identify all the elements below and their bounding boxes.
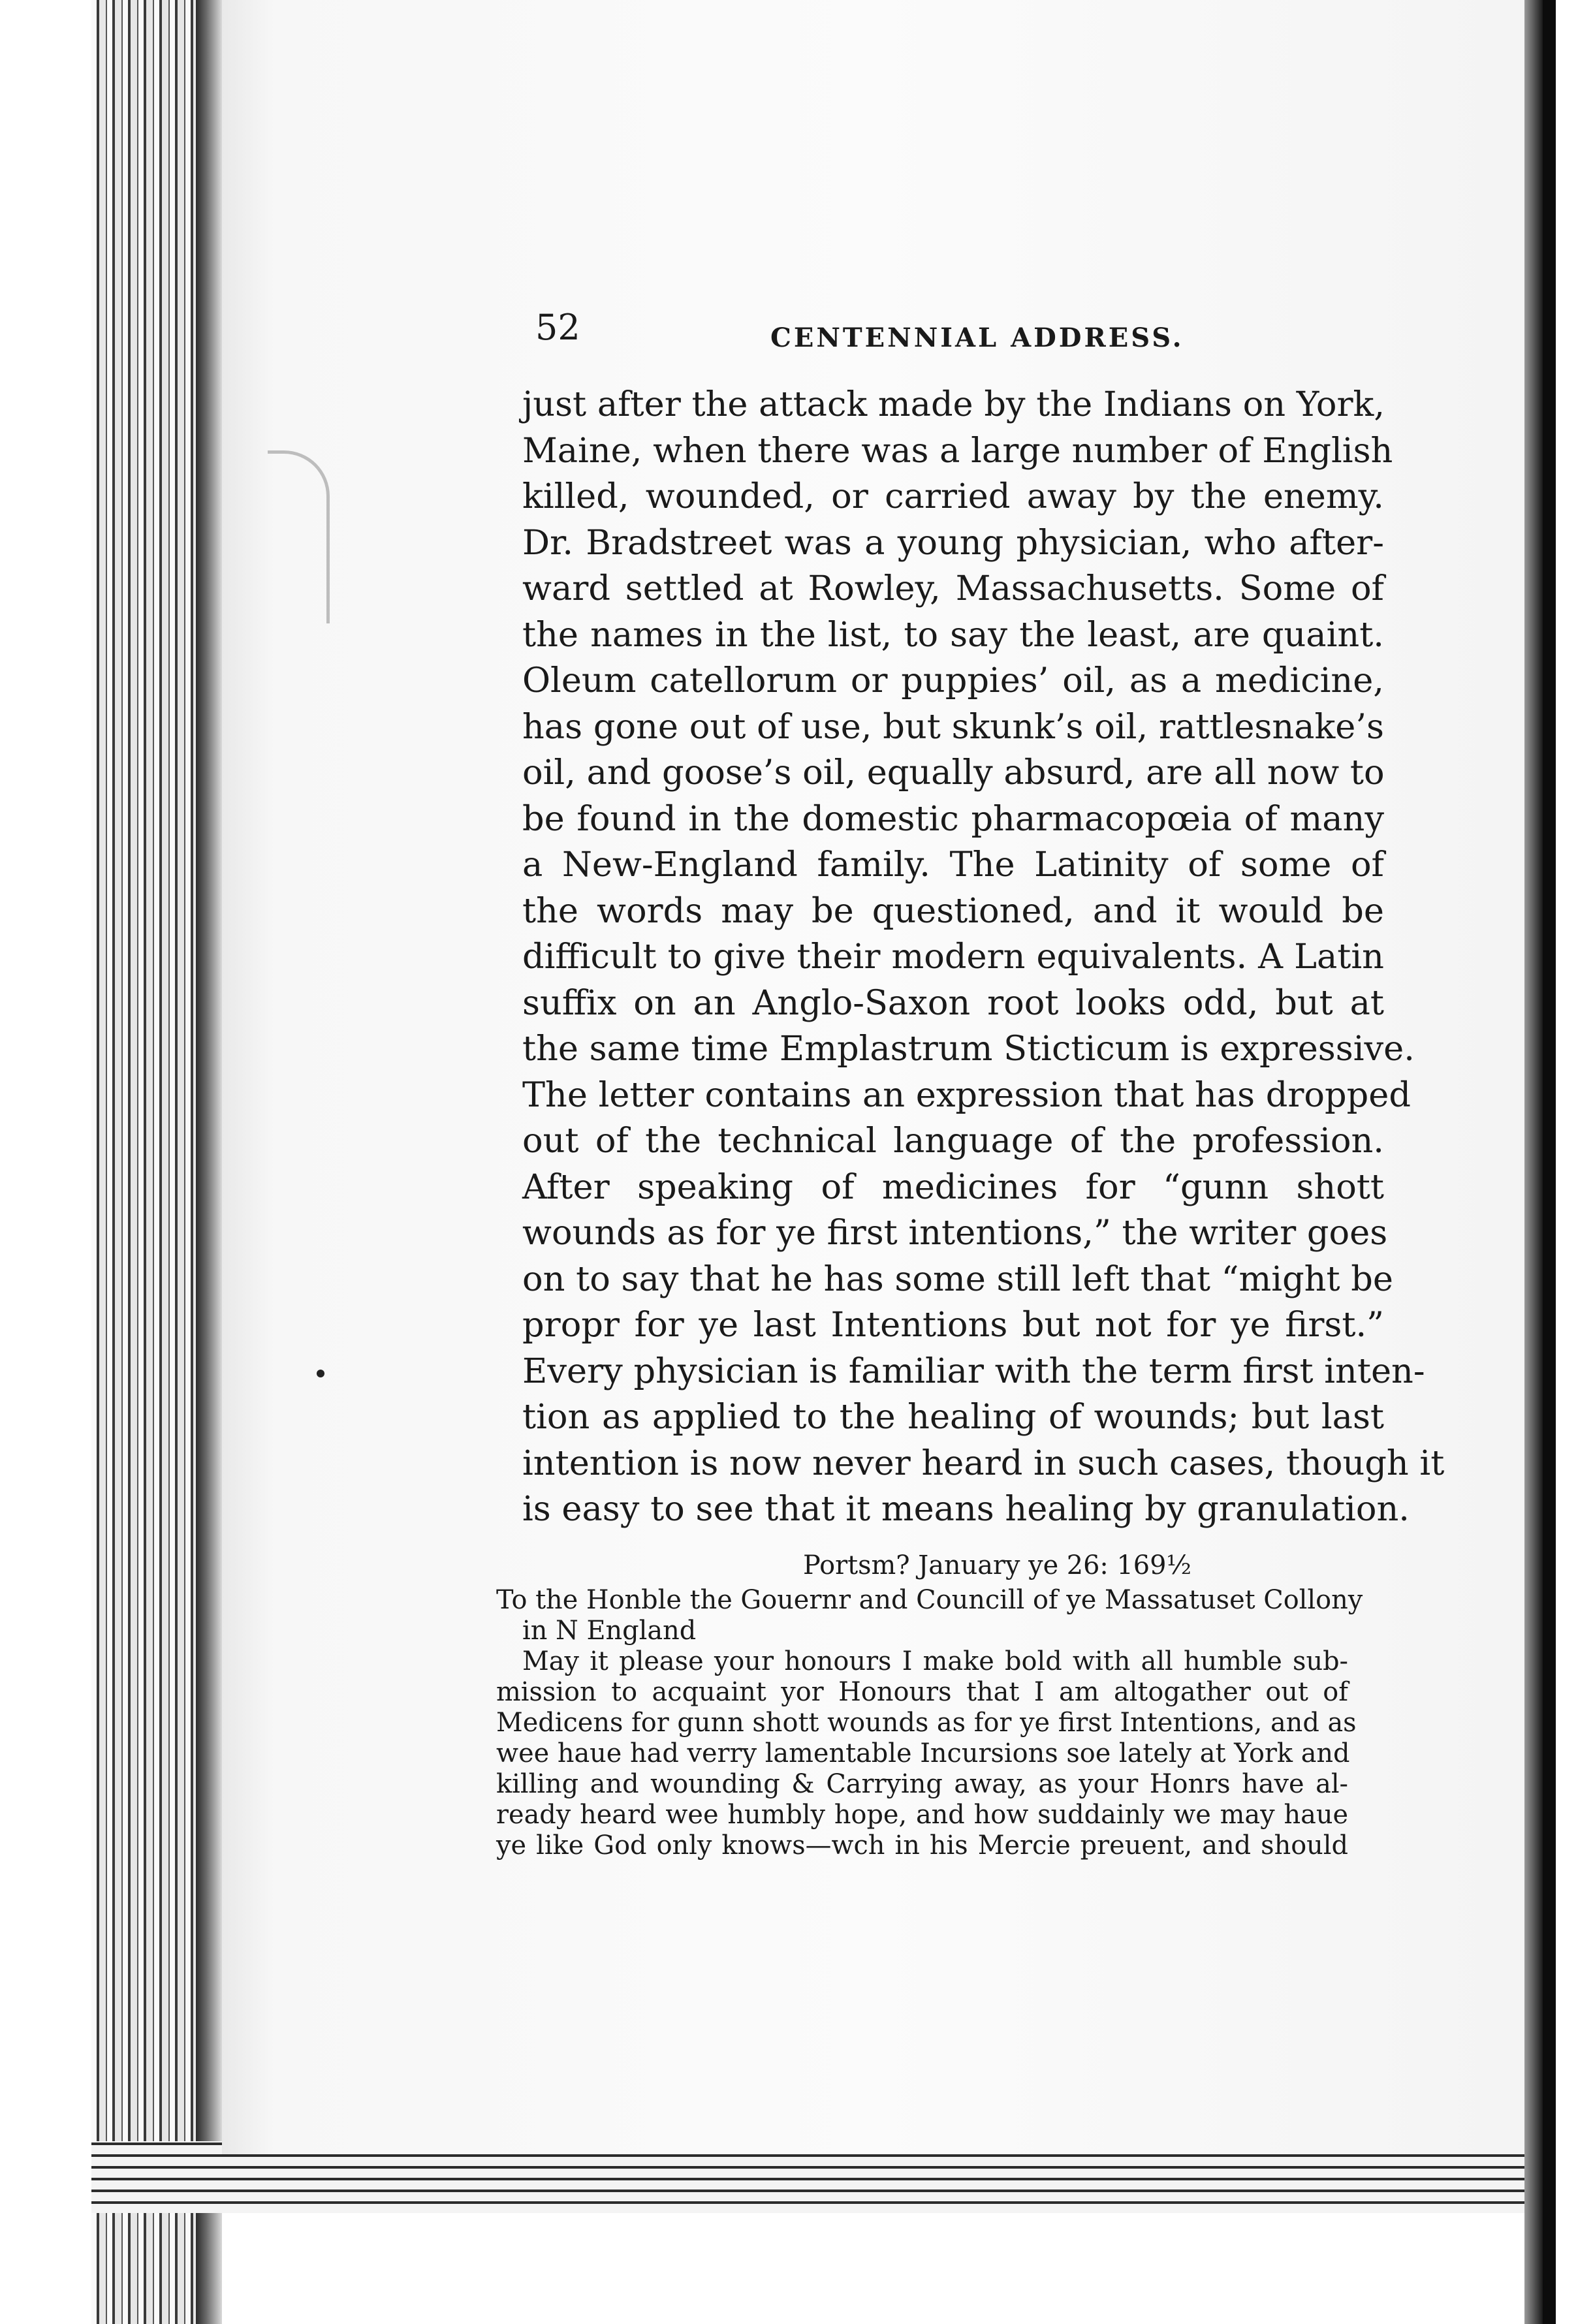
text-line: Maine, when there was a large number of English: [522, 430, 1393, 471]
margin-dot: [317, 1370, 324, 1377]
letter-line: Medicens for gunn shott wounds as for ye first Intentions, and as: [496, 1708, 1357, 1738]
text-line: is easy to see that it means healing by granulation.: [522, 1489, 1410, 1529]
text-line: Oleum catellorum or puppies’ oil, as a medicine,: [522, 661, 1384, 700]
text-line: propr for ye last Intentions but not for ye first.”: [522, 1305, 1384, 1345]
letter-line: ready heard wee humbly hope, and how suddainly we may haue: [496, 1800, 1348, 1830]
margin-pencil-mark: [268, 450, 330, 623]
text-line: the same time Emplastrum Sticticum is expressive.: [522, 1029, 1415, 1069]
letter-line: wee haue had verry lamentable Incursions soe lately at York and: [496, 1738, 1350, 1768]
text-line: difficult to give their modern equivalents. A Latin: [522, 937, 1384, 977]
book-gutter-shadow: [196, 0, 222, 2324]
page-number: 52: [535, 307, 580, 348]
text-line: wounds as for ye first intentions,” the writer goes: [522, 1213, 1388, 1253]
text-line: After speaking of medicines for “gunn shott: [522, 1167, 1384, 1207]
quoted-letter: [496, 1550, 1363, 1861]
text-line: The letter contains an expression that has dropped: [522, 1075, 1411, 1115]
text-line: be found in the domestic pharmacopœia of many: [522, 798, 1384, 839]
letter-line: mission to acquaint yor Honours that I am altogather out of: [496, 1677, 1348, 1707]
body-paragraph: [522, 382, 1445, 1533]
text-line: just after the attack made by the Indians on York,: [522, 385, 1385, 424]
text-line: suffix on an Anglo-Saxon root looks odd, but at: [522, 982, 1384, 1023]
text-line: a New-England family. The Latinity of some of: [522, 845, 1384, 885]
running-title: CENTENNIAL ADDRESS.: [770, 322, 1184, 353]
text-line: Dr. Bradstreet was a young physician, who after-: [522, 522, 1384, 563]
letter-line: May it please your honours I make bold with all humble sub-: [522, 1646, 1348, 1676]
text-line: killed, wounded, or carried away by the enemy.: [522, 477, 1384, 516]
letter-line: To the Honble the Gouernr and Councill of ye Massatuset Collony: [496, 1585, 1363, 1615]
letter-line: in N England: [522, 1616, 697, 1646]
running-head: [535, 307, 1371, 359]
text-line: on to say that he has some still left that “might be: [522, 1259, 1393, 1299]
letter-line: killing and wounding & Carrying away, as your Honrs have al-: [496, 1769, 1348, 1799]
text-line: has gone out of use, but skunk’s oil, rattlesnake’s: [522, 706, 1384, 747]
letter-date: Portsm? January ye 26: 169½: [802, 1550, 1191, 1580]
text-line: out of the technical language of the profession.: [522, 1121, 1384, 1161]
letter-line: ye like God only knows—wch in his Mercie preuent, and should: [496, 1830, 1348, 1861]
text-line: ward settled at Rowley, Massachusetts. Some of: [522, 569, 1384, 608]
book-right-edge: [1543, 0, 1556, 2324]
text-line: oil, and goose’s oil, equally absurd, are all now to: [522, 753, 1385, 793]
book-right-shadow: [1524, 0, 1543, 2324]
text-line: tion as applied to the healing of wounds; but last: [522, 1397, 1384, 1437]
text-line: Every physician is familiar with the term first inten-: [522, 1351, 1425, 1391]
text-line: the words may be questioned, and it would be: [522, 890, 1384, 931]
text-line: the names in the list, to say the least, are quaint.: [522, 614, 1384, 655]
text-line: intention is now never heard in such cases, though it: [522, 1443, 1445, 1483]
